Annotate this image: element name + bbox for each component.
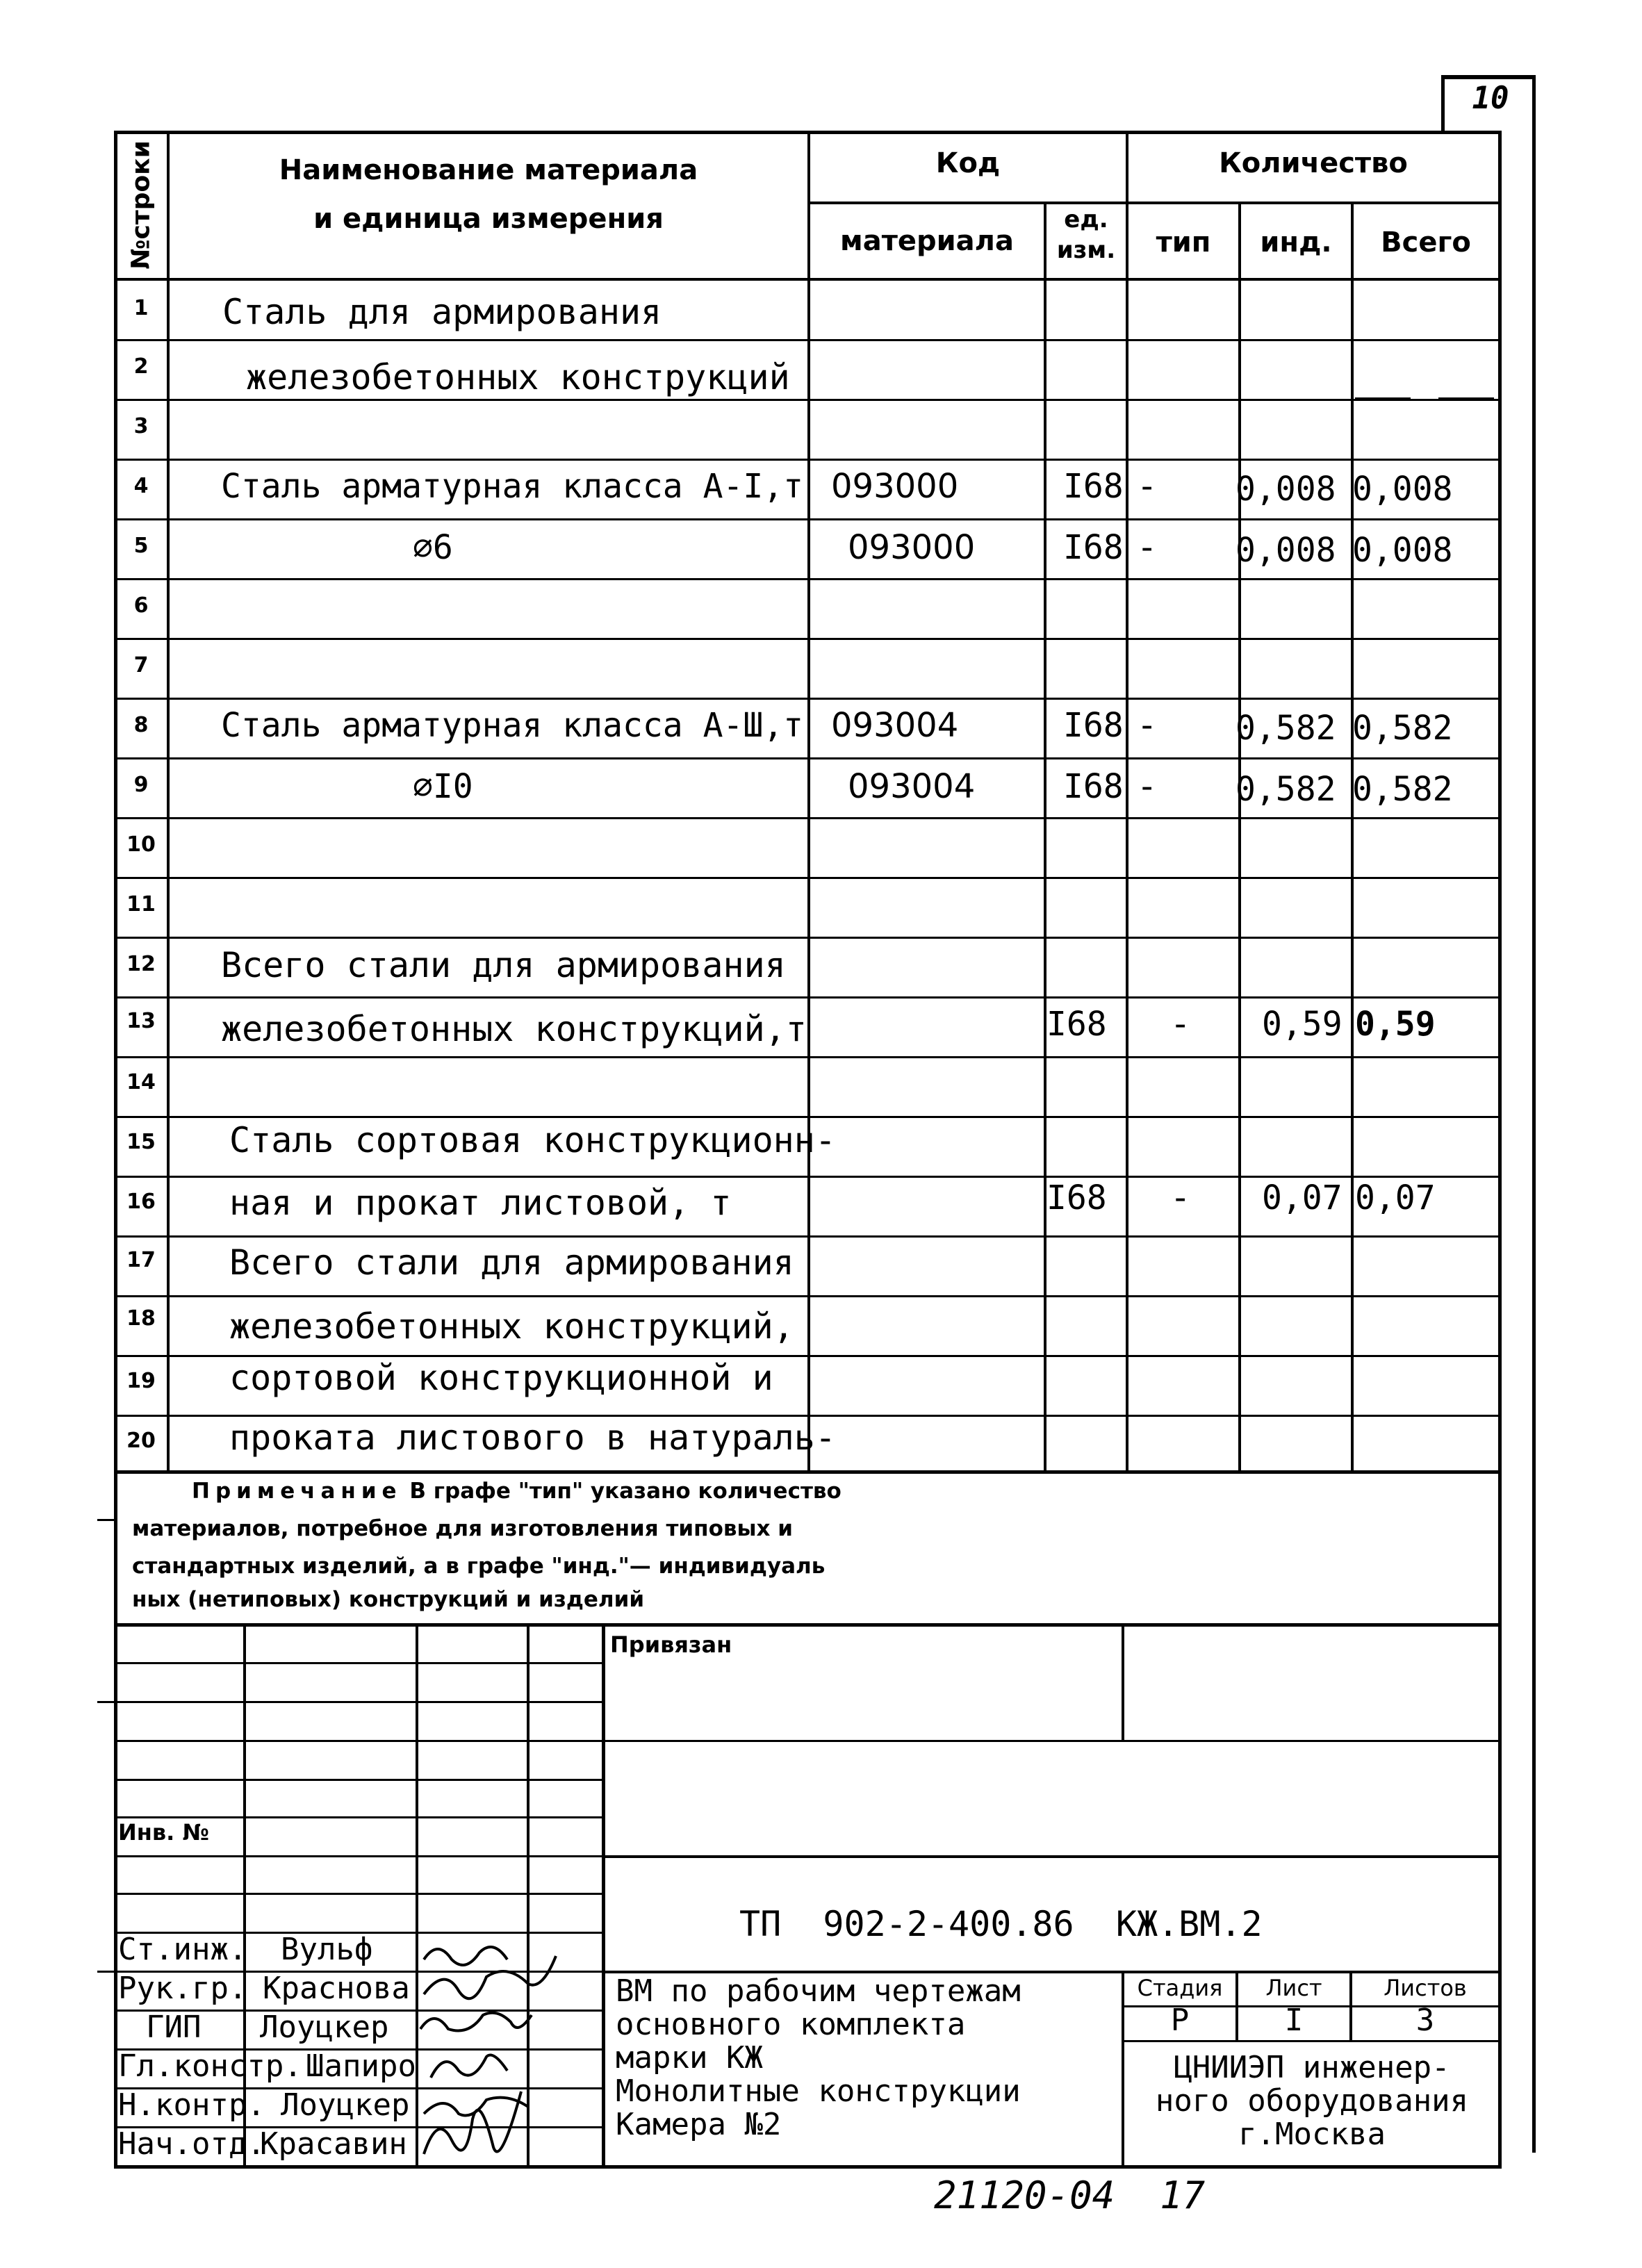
row-name: Сталь арматурная класса А-I,т xyxy=(221,467,804,506)
row-ind: 0,59 xyxy=(1262,1005,1343,1044)
row-type: - xyxy=(1141,706,1153,745)
header-code: Код xyxy=(935,147,1001,179)
row-type: - xyxy=(1174,1005,1187,1044)
row-name: Всего стали для армирования xyxy=(221,945,786,985)
linked-label: Привязан xyxy=(610,1632,732,1658)
row-unit: I68 xyxy=(1063,467,1124,506)
row-type: - xyxy=(1141,467,1153,506)
row-ind: 0,008 xyxy=(1235,470,1336,509)
row-name: Сталь арматурная класса А-Ш,т xyxy=(221,706,804,745)
row-type: - xyxy=(1141,528,1153,567)
row-code: 093000 xyxy=(831,467,959,506)
note-line-2: материалов, потребное для изготовления типовых и xyxy=(132,1516,794,1541)
organization-line-3: г.Москва xyxy=(1238,2117,1386,2152)
description-line-3: марки КЖ xyxy=(616,2040,763,2076)
signature-role: Ст.инж. xyxy=(118,1932,247,1967)
signature-role: ГИП xyxy=(146,2010,202,2045)
row-number: 10 xyxy=(126,832,156,857)
row-unit: I68 xyxy=(1046,1005,1107,1044)
row-number: 4 xyxy=(133,474,149,498)
header-total: Всего xyxy=(1381,227,1471,258)
row-unit: I68 xyxy=(1046,1178,1107,1217)
note-line-3: стандартных изделий, а в графе "инд."— индивидуаль xyxy=(132,1554,826,1579)
signature-name: Вульф xyxy=(281,1932,373,1967)
signature-role: Гл.констр. xyxy=(118,2048,302,2084)
header-name-line2: и единица измерения xyxy=(313,203,664,235)
row-unit: I68 xyxy=(1063,767,1124,806)
header-type: тип xyxy=(1156,227,1211,258)
row-code: 093000 xyxy=(848,528,976,567)
row-type: - xyxy=(1174,1178,1187,1217)
stage-value: Р xyxy=(1170,2003,1190,2038)
signature-scribble xyxy=(424,1956,556,1998)
row-total: 0,008 xyxy=(1352,531,1453,570)
description-line-1: ВМ по рабочим чертежам xyxy=(616,1973,1021,2009)
row-name: железобетонных конструкций xyxy=(246,357,790,397)
row-number: 2 xyxy=(133,354,149,379)
sheets-value: 3 xyxy=(1415,2003,1435,2038)
header-material: материала xyxy=(840,225,1014,257)
note-line-1: В графе "тип" указано количество xyxy=(409,1479,841,1504)
signature-scribble xyxy=(424,2092,521,2154)
row-number: 8 xyxy=(133,713,149,737)
row-name: железобетонных конструкций,т xyxy=(221,1009,807,1049)
row-name: ⌀I0 xyxy=(413,767,473,806)
signature-role: Н.контр. xyxy=(118,2087,265,2123)
row-number: 5 xyxy=(133,534,149,558)
row-number: 7 xyxy=(133,653,149,677)
signature-name: Лоуцкер xyxy=(260,2010,389,2045)
row-total: 0,582 xyxy=(1352,770,1453,809)
header-ind: инд. xyxy=(1260,227,1332,258)
sheets-label: Листов xyxy=(1384,1975,1467,2001)
row-name: ⌀6 xyxy=(413,528,453,567)
row-number: 9 xyxy=(133,773,149,797)
header-unit-line2: изм. xyxy=(1056,236,1116,264)
signature-scribble xyxy=(431,2055,507,2078)
organization-line-1: ЦНИИЭП инженер- xyxy=(1174,2050,1450,2085)
header-quantity: Количество xyxy=(1219,147,1408,179)
note-line-4: ных (нетиповых) конструкций и изделий xyxy=(132,1587,645,1612)
row-name: Сталь сортовая конструкционн- xyxy=(229,1120,836,1160)
signature-name: Шапиро xyxy=(306,2048,416,2084)
row-ind: 0,582 xyxy=(1235,709,1336,748)
row-name: сортовой конструкционной и xyxy=(229,1358,773,1398)
row-number: 18 xyxy=(126,1306,156,1331)
row-number: 13 xyxy=(126,1009,156,1033)
description-line-5: Камера №2 xyxy=(616,2107,782,2142)
sheet-label: Лист xyxy=(1265,1975,1322,2001)
row-number: 6 xyxy=(133,593,149,618)
row-code: 093004 xyxy=(831,706,959,745)
row-number: 3 xyxy=(133,414,149,438)
signature-name: Лоуцкер xyxy=(281,2087,410,2123)
row-number: 16 xyxy=(126,1190,156,1214)
stage-label: Стадия xyxy=(1137,1975,1223,2001)
document-code: ТП 902-2-400.86 КЖ.ВМ.2 xyxy=(739,1904,1263,1944)
description-line-4: Монолитные конструкции xyxy=(616,2073,1021,2109)
row-number: 12 xyxy=(126,952,156,976)
note-label: Примечание xyxy=(192,1479,402,1504)
sheet-value: I xyxy=(1284,2003,1304,2038)
description-line-2: основного комплекта xyxy=(616,2007,966,2042)
signature-name: Краснова xyxy=(263,1971,410,2006)
row-code: 093004 xyxy=(848,767,976,806)
row-type: - xyxy=(1141,767,1153,806)
organization-line-2: ного оборудования xyxy=(1155,2083,1469,2119)
signature-scribble xyxy=(424,1947,507,1965)
row-number: 19 xyxy=(126,1369,156,1393)
row-number: 14 xyxy=(126,1070,156,1094)
row-ind: 0,582 xyxy=(1235,770,1336,809)
row-number: 17 xyxy=(126,1248,156,1272)
row-total: 0,008 xyxy=(1352,470,1453,509)
page-number: 10 xyxy=(1472,81,1509,116)
row-unit: I68 xyxy=(1063,528,1124,567)
row-name: Сталь для армирования xyxy=(222,292,662,332)
header-name-line1: Наименование материала xyxy=(279,154,698,186)
signature-role: Рук.гр. xyxy=(118,1971,247,2006)
row-ind: 0,008 xyxy=(1235,531,1336,570)
header-row-number: №строки xyxy=(126,140,156,270)
signature-role: Нач.отд. xyxy=(118,2126,265,2162)
row-name: железобетонных конструкций, xyxy=(229,1306,794,1347)
row-unit: I68 xyxy=(1063,706,1124,745)
row-ind: 0,07 xyxy=(1262,1178,1343,1217)
row-name: ная и прокат листовой, т xyxy=(229,1183,732,1223)
row-name: Всего стали для армирования xyxy=(229,1242,794,1283)
handwritten-signatures xyxy=(417,1932,598,2182)
row-number: 20 xyxy=(126,1429,156,1453)
row-number: 1 xyxy=(133,296,149,320)
bottom-stamp: 21120-04 17 xyxy=(934,2174,1206,2217)
signature-name: Красавин xyxy=(260,2126,407,2162)
inv-no-label: Инв. № xyxy=(118,1819,209,1846)
row-number: 11 xyxy=(126,892,156,917)
header-unit-line1: ед. xyxy=(1064,206,1108,233)
row-name: проката листового в натураль- xyxy=(229,1418,836,1458)
row-number: 15 xyxy=(126,1130,156,1154)
row-total: 0,07 xyxy=(1355,1178,1436,1217)
row-total: 0,59 xyxy=(1355,1005,1436,1044)
signature-scribble xyxy=(420,2013,532,2031)
row-total: 0,582 xyxy=(1352,709,1453,748)
